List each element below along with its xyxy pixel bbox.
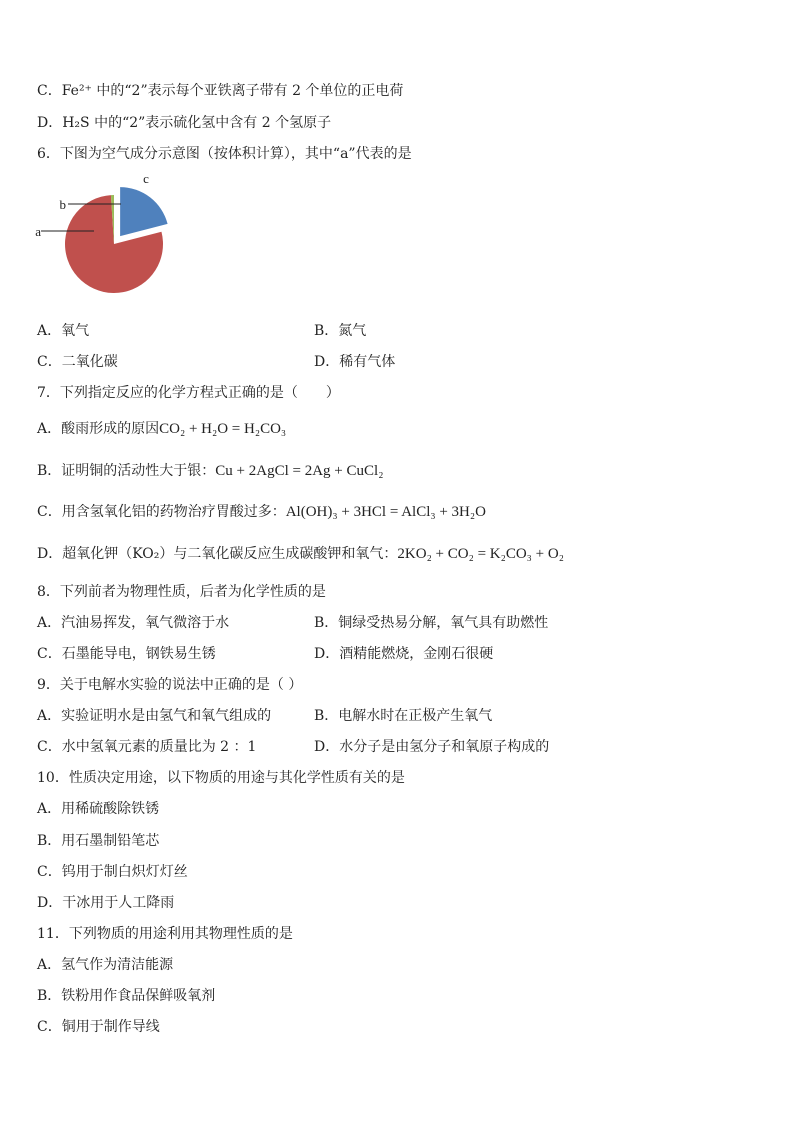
q8-stem: 8．下列前者为物理性质，后者为化学性质的是 (37, 584, 326, 600)
q11-option-a: A．氢气作为清洁能源 (37, 957, 174, 973)
q7-option-c-text: C．用含氢氧化铝的药物治疗胃酸过多： (37, 504, 286, 520)
pie-slice-c (120, 187, 167, 236)
q6-option-a: A．氧气 (37, 323, 90, 339)
q7-option-d-text: D．超氧化钾（KO₂）与二氧化碳反应生成碳酸钾和氧气： (37, 546, 398, 562)
q9-option-b: B．电解水时在正极产生氧气 (314, 708, 493, 724)
q11-option-c: C．铜用于制作导线 (37, 1019, 160, 1035)
q6-option-c: C．二氧化碳 (37, 354, 118, 370)
q6-option-d: D．稀有气体 (314, 354, 396, 370)
q7-option-a (37, 420, 286, 438)
q9-stem: 9．关于电解水实验的说法中正确的是（ ） (37, 677, 303, 693)
q8-option-b: B．铜绿受热易分解，氧气具有助燃性 (314, 615, 549, 631)
q8-option-d: D．酒精能燃烧，金刚石很硬 (314, 646, 494, 662)
q10-stem: 10．性质决定用途，以下物质的用途与其化学性质有关的是 (37, 770, 405, 786)
q7-option-b (37, 462, 383, 480)
q11-stem: 11．下列物质的用途利用其物理性质的是 (37, 926, 293, 942)
q7-option-d-equation: 2KO₂ + CO₂ = K₂CO₃ + O₂ (397, 546, 564, 562)
q10-option-a: A．用稀硫酸除铁锈 (37, 801, 160, 817)
q10-option-b: B．用石墨制铅笔芯 (37, 833, 160, 849)
q9-option-a: A．实验证明水是由氢气和氧气组成的 (37, 708, 272, 724)
q7-stem: 7．下列指定反应的化学方程式正确的是（ ） (37, 385, 340, 401)
q10-option-c: C．钨用于制白炽灯灯丝 (37, 864, 188, 880)
q5-option-d: D．H₂S 中的“2”表示硫化氢中含有 2 个氢原子 (37, 115, 332, 131)
air-composition-pie-chart (30, 168, 180, 313)
q7-option-a-equation: CO₂ + H₂O = H₂CO₃ (159, 421, 287, 437)
q9-option-d: D．水分子是由氢分子和氧原子构成的 (314, 739, 550, 755)
q8-option-a: A．汽油易挥发，氧气微溶于水 (37, 615, 230, 631)
q10-option-d: D．干冰用于人工降雨 (37, 895, 175, 911)
pie-label-a: a (35, 224, 41, 239)
q6-stem: 6．下图为空气成分示意图（按体积计算），其中“a”代表的是 (37, 146, 412, 162)
q7-option-c-equation: Al(OH)₃ + 3HCl = AlCl₃ + 3H₂O (285, 504, 486, 520)
q11-option-b: B．铁粉用作食品保鲜吸氧剂 (37, 988, 216, 1004)
q7-option-d (37, 545, 564, 563)
pie-label-b: b (59, 197, 66, 212)
q6-option-b: B．氮气 (314, 323, 367, 339)
q7-option-a-text: A．酸雨形成的原因 (37, 421, 160, 437)
pie-label-c: c (143, 171, 149, 186)
q7-option-b-equation: Cu + 2AgCl = 2Ag + CuCl₂ (215, 463, 384, 479)
q5-option-c: C．Fe²⁺ 中的“2”表示每个亚铁离子带有 2 个单位的正电荷 (37, 83, 404, 99)
q8-option-c: C．石墨能导电，钢铁易生锈 (37, 646, 216, 662)
q7-option-c (37, 503, 486, 521)
q7-option-b-text: B．证明铜的活动性大于银： (37, 463, 216, 479)
q9-option-c: C．水中氢氧元素的质量比为 2 ：1 (37, 739, 257, 755)
